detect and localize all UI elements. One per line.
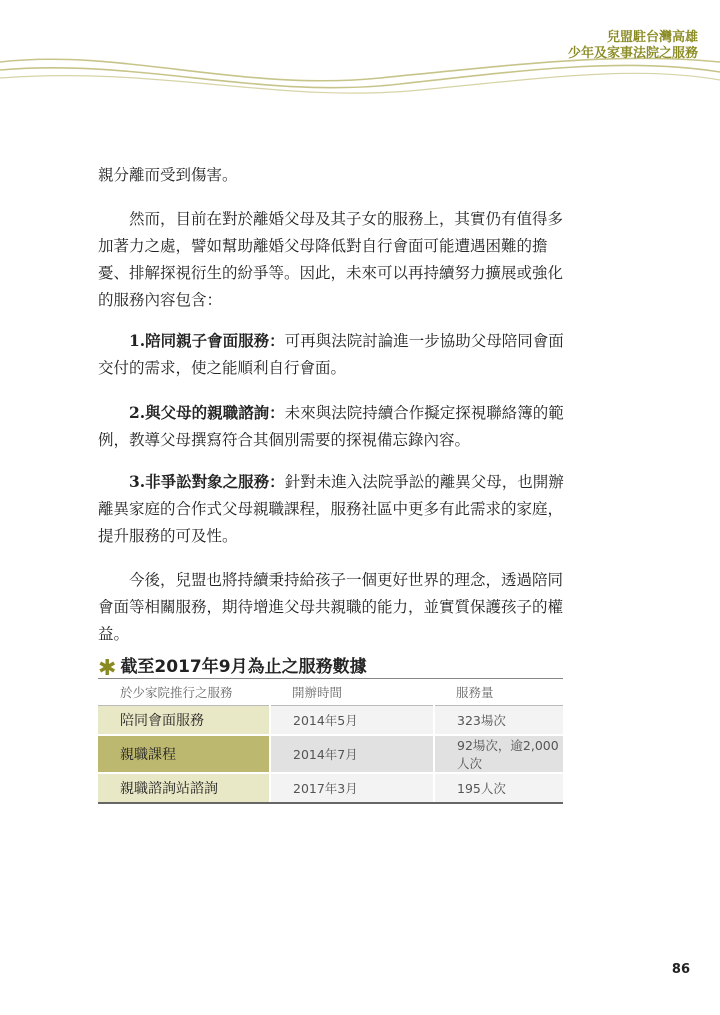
table-header-start: 開辦時間 bbox=[270, 679, 434, 706]
item-3-paragraph bbox=[98, 468, 568, 550]
paragraph-context: 然而，目前在對於離婚父母及其子女的服務上，其實仍有值得多加著力之處，譬如幫助離婚父母降低對自行會面可能遭遇困難的擔憂、排解探視衍生的紛爭等。因此，未來可以再持續努力擴展或強化的服務內容包含： bbox=[98, 210, 564, 309]
table-row bbox=[98, 773, 563, 803]
body-item-2 bbox=[98, 399, 568, 454]
table-cell-service: 親職諮詢站諮詢 bbox=[98, 773, 270, 803]
body-text-block bbox=[98, 206, 568, 314]
item-3-label: 3.非爭訟對象之服務： bbox=[129, 472, 285, 491]
body-text bbox=[98, 162, 568, 189]
table-row bbox=[98, 735, 563, 773]
item-1-text: 可再與法院討論進一步協助父母陪同會面交付的需求，使之能順利自行會面。 bbox=[98, 332, 564, 377]
body-item-3 bbox=[98, 468, 568, 550]
page-number: 86 bbox=[671, 962, 690, 977]
table-cell-start: 2014年5月 bbox=[270, 706, 434, 736]
header-title-line2: 少年及家事法院之服務 bbox=[567, 46, 698, 61]
table-row bbox=[98, 706, 563, 736]
section-title bbox=[98, 652, 367, 681]
body-item-1 bbox=[98, 327, 568, 382]
item-3-text: 針對未進入法院爭訟的離異父母，也開辦離異家庭的合作式父母親職課程，服務社區中更多有此需求的家庭，提升服務的可及性。 bbox=[98, 473, 564, 545]
item-2-text: 未來與法院持續合作擬定探視聯絡簿的範例，教導父母撰寫符合其個別需要的探視備忘錄內容。 bbox=[98, 404, 564, 449]
table-cell-service: 親職課程 bbox=[98, 735, 270, 773]
table-header-service: 於少家院推行之服務 bbox=[98, 679, 270, 706]
section-title-text: 截至2017年9月為止之服務數據 bbox=[120, 657, 367, 677]
table-cell-volume: 92場次，逾2,000人次 bbox=[434, 735, 563, 773]
paragraph-intro: 親分離而受到傷害。 bbox=[98, 166, 238, 184]
header-title bbox=[568, 30, 698, 62]
table-cell-volume: 195人次 bbox=[434, 773, 563, 803]
table-header-row bbox=[98, 679, 563, 706]
table-cell-volume: 323場次 bbox=[434, 706, 563, 736]
item-2-paragraph bbox=[98, 399, 568, 454]
paragraph-closing: 今後，兒盟也將持續秉持給孩子一個更好世界的理念，透過陪同會面等相關服務，期待增進父母共親職的能力，並實質保護孩子的權益。 bbox=[98, 571, 564, 643]
table-cell-start: 2017年3月 bbox=[270, 773, 434, 803]
table-cell-service: 陪同會面服務 bbox=[98, 706, 270, 736]
item-2-label: 2.與父母的親職諮詢： bbox=[129, 403, 285, 422]
body-closing bbox=[98, 567, 568, 648]
table-header-volume: 服務量 bbox=[434, 679, 563, 706]
asterisk-icon: ✱ bbox=[98, 656, 117, 681]
table-cell-start: 2014年7月 bbox=[270, 735, 434, 773]
item-1-paragraph bbox=[98, 327, 568, 382]
item-1-label: 1.陪同親子會面服務： bbox=[129, 331, 285, 350]
service-stats-table bbox=[98, 678, 563, 804]
header-title-line1: 兒盟駐台灣高雄 bbox=[606, 30, 698, 45]
